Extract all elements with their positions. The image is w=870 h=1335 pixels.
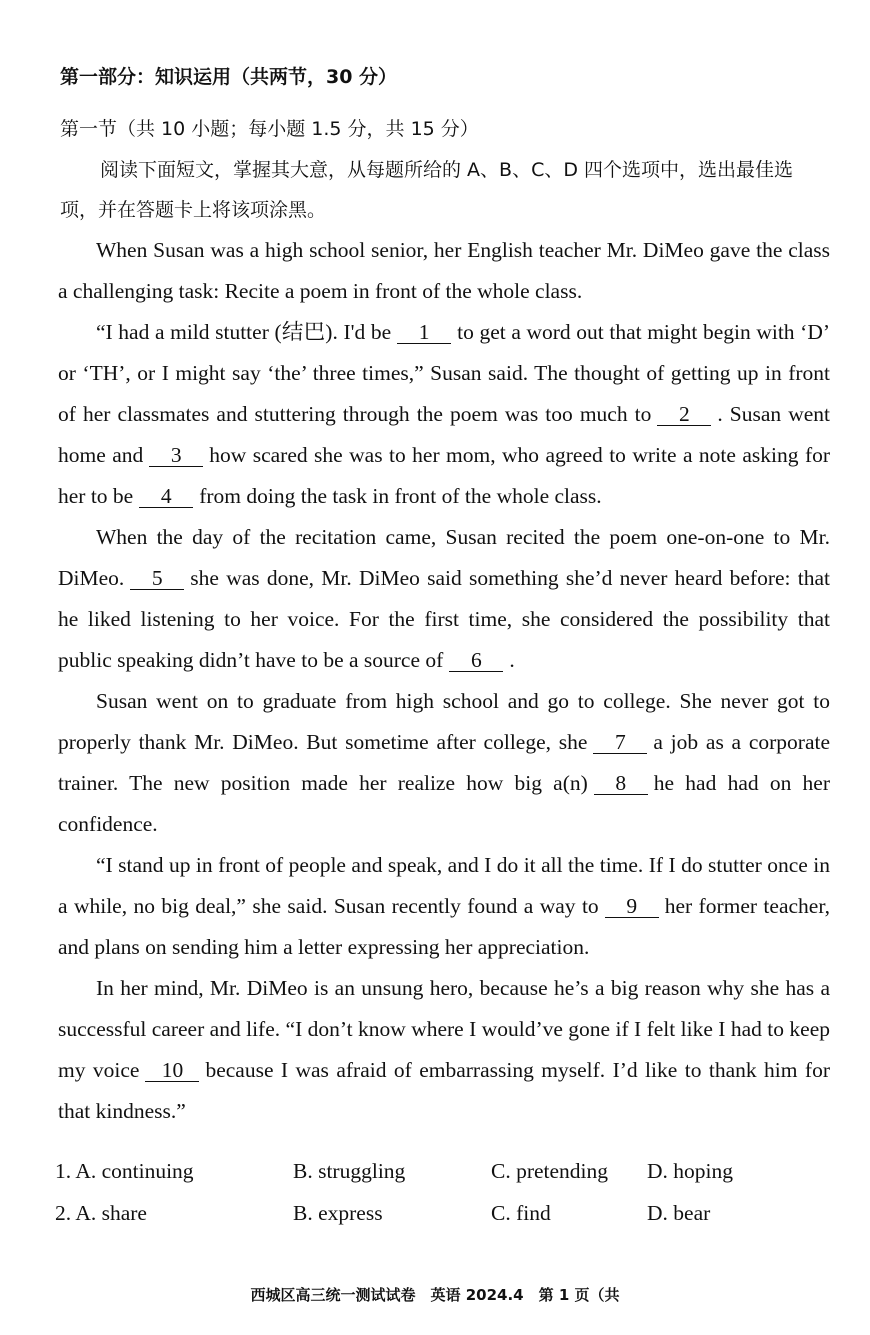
blank-4: 4 [139, 485, 193, 508]
option-a: 1. A. continuing [55, 1158, 194, 1183]
text-segment: how scared she was to her mom, who agreed to write a note asking for her to be [58, 443, 831, 508]
paragraph-3 [58, 517, 830, 681]
blank-5: 5 [130, 567, 184, 590]
text-segment: When the day of the recitation came, Susan recited the poem one-on-one to Mr. DiMeo. [58, 525, 830, 590]
page-footer: 西城区高三统一测试试卷 英语 2024.4 第 1 页（共 [250, 1286, 620, 1304]
blank-10: 10 [145, 1059, 199, 1082]
option-b: B. express [293, 1200, 383, 1225]
text-segment: . [509, 648, 515, 672]
text-segment: her former teacher, and plans on sending him a letter expressing her appreciation. [58, 894, 830, 959]
answer-options [55, 1150, 835, 1234]
text-segment: she was done, Mr. DiMeo said something she’d never heard before: that he liked listening to her voice. For the first time, she considered the possibility that public speaking didn’t have to be a source of [58, 566, 830, 672]
blank-2: 2 [657, 403, 711, 426]
option-b: B. struggling [293, 1158, 406, 1183]
text-segment: to get a word out that might begin with ‘D’ or ‘TH’, or I might say ‘the’ three times,” Susan said. The thought of getting up in front of her classmates and stuttering through the poem was too much to [58, 320, 831, 426]
text-segment: . Susan went home and [58, 402, 830, 467]
cloze-passage [58, 230, 830, 1132]
paragraph-5 [58, 845, 830, 968]
text-segment: In her mind, Mr. DiMeo is an unsung hero, because he’s a big reason why she has a successful career and life. “I don’t know where I would’ve gone if I felt like I had to keep my voice [58, 976, 830, 1082]
blank-3: 3 [149, 444, 203, 467]
text-segment: a job as a corporate trainer. The new position made her realize how big a(n) [58, 730, 830, 795]
option-d: D. hoping [647, 1158, 733, 1183]
text-segment: from doing the task in front of the whole class. [199, 484, 602, 508]
option-a: 2. A. share [55, 1200, 147, 1225]
paragraph-6 [58, 968, 830, 1132]
question-2-options [55, 1192, 835, 1234]
text-segment: “I had a mild stutter (结巴). I'd be [96, 320, 392, 344]
section-title: 第一节（共 10 小题；每小题 1.5 分，共 15 分） [60, 118, 479, 140]
paragraph-1: When Susan was a high school senior, her English teacher Mr. DiMeo gave the class a challenging task: Recite a poem in front of the whole class. [58, 238, 830, 303]
blank-6: 6 [449, 649, 503, 672]
part-title: 第一部分：知识运用（共两节，30 分） [60, 66, 398, 88]
blank-7: 7 [593, 731, 647, 754]
question-1-options [55, 1150, 835, 1192]
text-segment: “I stand up in front of people and speak, and I do it all the time. If I do stutter once in a while, no big deal,” she said. Susan recently found a way to [58, 853, 830, 918]
option-d: D. bear [647, 1200, 711, 1225]
blank-1: 1 [397, 321, 451, 344]
text-segment: he had had on her confidence. [58, 771, 830, 836]
instructions: 阅读下面短文，掌握其大意，从每题所给的 A、B、C、D 四个选项中，选出最佳选项，并在答题卡上将该项涂黑。 [60, 159, 794, 221]
text-segment: because I was afraid of embarrassing myself. I’d like to thank him for that kindness.” [58, 1058, 830, 1123]
option-c: C. pretending [491, 1158, 609, 1183]
option-c: C. find [491, 1200, 551, 1225]
paragraph-2 [58, 312, 830, 517]
blank-8: 8 [594, 772, 648, 795]
text-segment: Susan went on to graduate from high school and go to college. She never got to properly thank Mr. DiMeo. But sometime after college, she [58, 689, 830, 754]
blank-9: 9 [605, 895, 659, 918]
paragraph-4 [58, 681, 830, 845]
